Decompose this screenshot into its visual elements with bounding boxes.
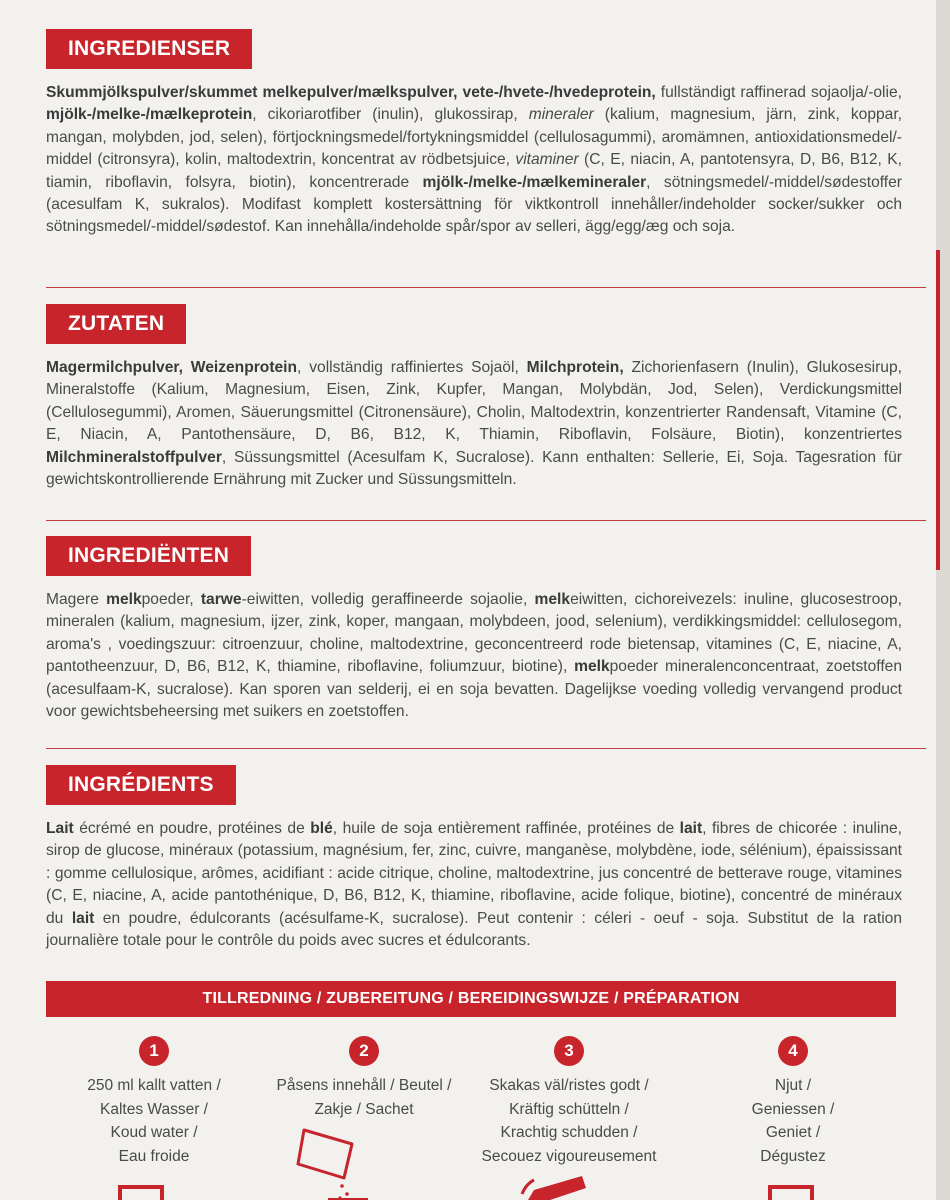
preparation-title: TILLREDNING / ZUBEREITUNG / BEREIDINGSWIJZE / PRÉPARATION	[46, 981, 896, 1017]
glass-icon	[116, 1184, 166, 1200]
text-segment: melk	[574, 658, 610, 676]
text-segment: (C, E, niacin, A, pantotensyra, D, B6, B12, K, tiamin, riboflavin, folsyra, biotin), koncentrerade	[46, 151, 902, 191]
text-segment: Milchprotein,	[526, 359, 624, 376]
step-line: Geniet /	[765, 1124, 821, 1141]
section-label: INGREDIËNTEN	[46, 536, 251, 576]
step-line: 250 ml kallt vatten /	[87, 1077, 221, 1094]
section-text	[46, 82, 902, 239]
step-number: 4	[778, 1036, 808, 1066]
text-segment: Milchmineralstoffpulver	[46, 448, 222, 466]
step-line: Påsens innehåll / Beutel /	[276, 1077, 452, 1094]
step-line: Skakas väl/ristes godt /	[489, 1077, 649, 1094]
step-line: Krachtig schudden /	[500, 1124, 638, 1141]
text-segment: poeder,	[141, 591, 201, 608]
section-label: INGRÉDIENTS	[46, 765, 236, 805]
text-segment: Lait	[46, 820, 74, 837]
text-segment: lait	[71, 909, 95, 927]
text-segment: mjölk-/melke-/mælkemineraler	[422, 173, 647, 191]
step-line: Njut /	[774, 1077, 812, 1094]
step-4	[683, 1036, 903, 1168]
section-divider	[46, 287, 926, 288]
sachet-icon	[296, 1120, 376, 1200]
package-edge-accent	[936, 250, 940, 570]
step-text	[683, 1074, 903, 1168]
step-1	[44, 1036, 264, 1168]
text-segment: Skummjölkspulver/skummet melkepulver/mælkspulver, vete-/hvete-/hvedeprotein,	[46, 84, 656, 101]
step-text	[254, 1074, 474, 1121]
step-line: Zakje / Sachet	[314, 1100, 414, 1118]
section-text	[46, 818, 902, 952]
text-segment: blé	[310, 820, 333, 837]
text-segment: eiwitten, cichoreivezels: inuline, glucosestroop, mineralen (kalium, magnesium, ijzer, zink, koper, mangaan, molybdeen, jood, selenium), verdikkingsmiddel: cellulosegom, aroma's , voedingszuur: citroenzuur, choline, maltodextrine, geconcentreerd rode bietensap, vitamines (C, E, niacine, A, pantotheenzuur, D, B6, B12, K, thiamine, riboflavine, foliumzuur, biotine),	[46, 591, 902, 676]
section-german	[46, 304, 902, 491]
text-segment: , cikoriarotfiber (inulin), glukossirap,	[252, 106, 529, 124]
step-line: Secouez vigoureusement	[481, 1147, 657, 1165]
text-segment: Zichorienfasern (Inulin), Glukosesirup, Mineralstoffe (Kalium, Magnesium, Eisen, Zink, Kupfer, Mangan, Molybdän, Jod, Selen), Verdickungsmittel (Cellulosegummi), Aromen, Säuerungsmittel (Citronensäure), Cholin, Maltodextrin, konzentrierter Randensaft, Vitamine (C, E, Niacin, A, Pantothensäure, D, B6, B12, K, Thiamin, Riboflavin, Folsäure, Biotin), konzentriertes	[46, 359, 902, 444]
text-segment: écrémé en poudre, protéines de	[73, 820, 311, 837]
text-segment: lait	[679, 820, 703, 837]
step-number: 2	[349, 1036, 379, 1066]
text-segment: mineraler	[528, 106, 594, 124]
step-line: Geniessen /	[751, 1100, 835, 1118]
section-text	[46, 589, 902, 723]
section-divider	[46, 748, 926, 749]
step-3	[459, 1036, 679, 1168]
text-segment: melk	[534, 591, 571, 608]
step-text	[459, 1074, 679, 1168]
text-segment: tarwe	[200, 591, 242, 608]
step-line: Dégustez	[760, 1147, 826, 1165]
section-label: INGREDIENSER	[46, 29, 252, 69]
shaker-icon	[520, 1168, 600, 1200]
text-segment: poeder mineralenconcentraat, zoetstoffen (acesulfaam-K, sucralose). Kan sporen van selderij, ei en soja bevatten. Dagelijkse voeding volledig vervangend product voor gewichtsbeheersing met suikers en zoetstoffen.	[46, 658, 902, 721]
step-number: 3	[554, 1036, 584, 1066]
drink-glass-icon	[766, 1184, 816, 1200]
step-text	[44, 1074, 264, 1168]
text-segment: Magermilchpulver, Weizenprotein	[46, 359, 298, 376]
text-segment: en poudre, édulcorants (acésulfame-K, sucralose). Peut contenir : céleri - oeuf - soja. Substitut de la ration journalière totale pour le contrôle du poids avec sucres et édulcorants.	[46, 909, 902, 950]
step-line: Eau froide	[118, 1147, 190, 1165]
text-segment: fullständigt raffinerad sojaolja/-olie,	[655, 84, 902, 101]
text-segment: melk	[106, 591, 142, 608]
text-segment: , vollständig raffiniertes Sojaöl,	[297, 359, 527, 376]
step-line: Koud water /	[110, 1124, 198, 1141]
section-text	[46, 357, 902, 491]
step-line: Kräftig schütteln /	[509, 1100, 629, 1118]
step-2	[254, 1036, 474, 1121]
text-segment: , huile de soja entièrement raffinée, protéines de	[332, 820, 680, 837]
text-segment: , Süssungsmittel (Acesulfam K, Sucralose). Kann enthalten: Sellerie, Ei, Soja. Tagesration für gewichtskontrollierende Ernährung mit Zucker und Süssungsmitteln.	[46, 448, 902, 489]
text-segment: vitaminer	[515, 151, 579, 169]
section-label: ZUTATEN	[46, 304, 186, 344]
text-segment: , fibres de chicorée : inuline, sirop de glucose, minéraux (potassium, magnésium, fer, zinc, cuivre, manganèse, molybdène, iode, sélénium), épaississant : gomme cellulosique, arômes, acidifiant : acide citrique, choline, maltodextrine, jus concentré de betterave rouge, vitamines (C, E, niacine, A, acide pantothénique, D, B6, B12, K, thiamine, riboflavine, acide folique, biotine), concentré de minéraux du	[46, 820, 902, 927]
text-segment: , sötningsmedel/-middel/sødestoffer (acesulfam K, sukralos). Modifast komplett kostersättning för viktkontroll innehåller/indeholder socker/sukker och sötningsmedel/-middel/sødestof. Kan innehålla/indeholde spår/spor av selleri, ägg/egg/æg och soja.	[46, 173, 902, 236]
text-segment: Magere	[46, 591, 107, 608]
section-dutch	[46, 536, 902, 723]
section-french	[46, 765, 902, 952]
step-number: 1	[139, 1036, 169, 1066]
text-segment: -eiwitten, volledig geraffineerde sojaolie,	[241, 591, 535, 608]
step-line: Kaltes Wasser /	[100, 1100, 208, 1118]
text-segment: mjölk-/melke-/mælkeprotein	[46, 106, 253, 124]
text-segment: (kalium, magnesium, järn, zink, koppar, mangan, molybden, jod, selen), förtjockningsmedel/fortykningsmiddel (cellulosagummi), aromämnen, antioxidationsmedel/-middel (citronsyra), kolin, maltodextrin, koncentrat av rödbetsjuice,	[46, 106, 903, 169]
package-edge	[936, 0, 950, 1200]
section-divider	[46, 520, 926, 521]
section-swedish	[46, 29, 902, 239]
